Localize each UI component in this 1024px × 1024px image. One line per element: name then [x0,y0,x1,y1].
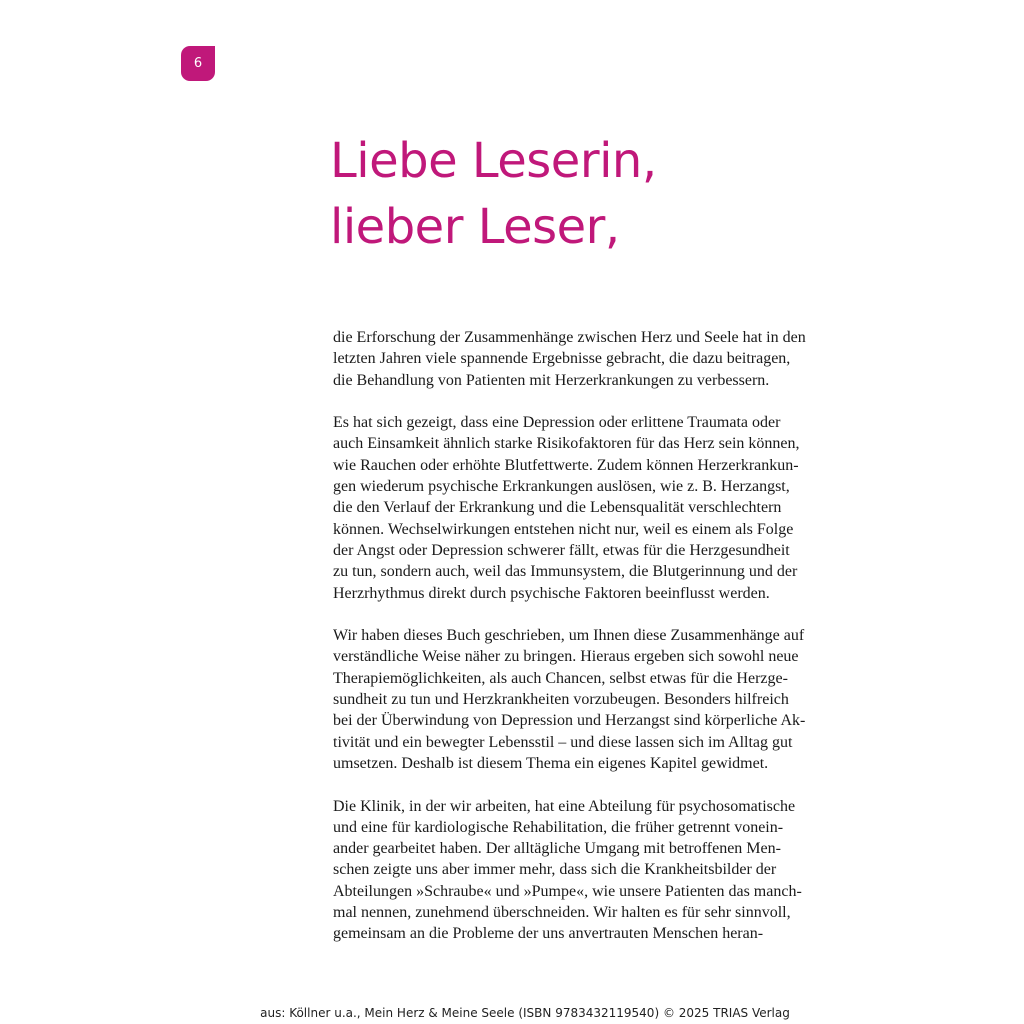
text-line: gen wiederum psychische Erkrankungen auslösen, wie z. B. Herzangst, [333,478,790,496]
page-heading [330,128,657,260]
body-text [333,327,833,966]
text-line: Therapiemöglichkeiten, als auch Chancen, selbst etwas für die Herzge- [333,669,788,687]
paragraph [333,327,833,391]
text-line: zu tun, sondern auch, weil das Immunsystem, die Blutgerinnung und der [333,563,798,581]
page-number-badge: 6 [181,46,215,81]
text-line: der Angst oder Depression schwerer fällt, etwas für die Herzgesundheit [333,541,790,559]
text-line: schen zeigte uns aber immer mehr, dass sich die Krankheitsbilder der [333,861,777,879]
text-line: verständliche Weise näher zu bringen. Hieraus ergeben sich sowohl neue [333,648,799,666]
paragraph [333,625,833,774]
text-line: Die Klinik, in der wir arbeiten, hat eine Abteilung für psychosomatische [333,797,796,815]
text-line: die Behandlung von Patienten mit Herzerkrankungen zu verbessern. [333,371,770,389]
text-line: können. Wechselwirkungen entstehen nicht nur, weil es einem als Folge [333,520,794,538]
text-line: gemeinsam an die Probleme der uns anvertrauten Menschen heran- [333,925,764,943]
text-line: Es hat sich gezeigt, dass eine Depression oder erlittene Traumata oder [333,414,781,432]
text-line: mal nennen, zunehmend überschneiden. Wir halten es für sehr sinnvoll, [333,904,791,922]
text-line: umsetzen. Deshalb ist diesem Thema ein eigenes Kapitel gewidmet. [333,754,769,772]
text-line: letzten Jahren viele spannende Ergebnisse gebracht, die dazu beitragen, [333,350,791,368]
text-line: die den Verlauf der Erkrankung und die Lebensqualität verschlechtern [333,499,782,517]
text-line: Abteilungen »Schraube« und »Pumpe«, wie unsere Patienten das manch- [333,882,802,900]
paragraph [333,412,833,604]
source-footer: aus: Köllner u.a., Mein Herz & Meine Seele (ISBN 9783432119540) © 2025 TRIAS Verlag [260,1006,790,1020]
text-line: ander gearbeitet haben. Der alltägliche Umgang mit betroffenen Men- [333,840,781,858]
text-line: Wir haben dieses Buch geschrieben, um Ihnen diese Zusammenhänge auf [333,627,805,645]
text-line: die Erforschung der Zusammenhänge zwischen Herz und Seele hat in den [333,329,806,346]
text-line: wie Rauchen oder erhöhte Blutfettwerte. Zudem können Herzerkrankun- [333,456,799,474]
text-line: und eine für kardiologische Rehabilitation, die früher getrennt vonein- [333,818,784,836]
paragraph [333,796,833,945]
text-line: Herzrhythmus direkt durch psychische Faktoren beeinflusst werden. [333,584,770,602]
text-line: bei der Überwindung von Depression und Herzangst sind körperliche Ak- [333,712,806,730]
text-line: auch Einsamkeit ähnlich starke Risikofaktoren für das Herz sein können, [333,435,800,453]
text-line: tivität und ein bewegter Lebensstil – und diese lassen sich im Alltag gut [333,733,793,751]
text-line: sundheit zu tun und Herzkrankheiten vorzubeugen. Besonders hilfreich [333,691,789,709]
heading-line-1: Liebe Leserin, [330,133,657,189]
heading-line-2: lieber Leser, [330,199,620,255]
